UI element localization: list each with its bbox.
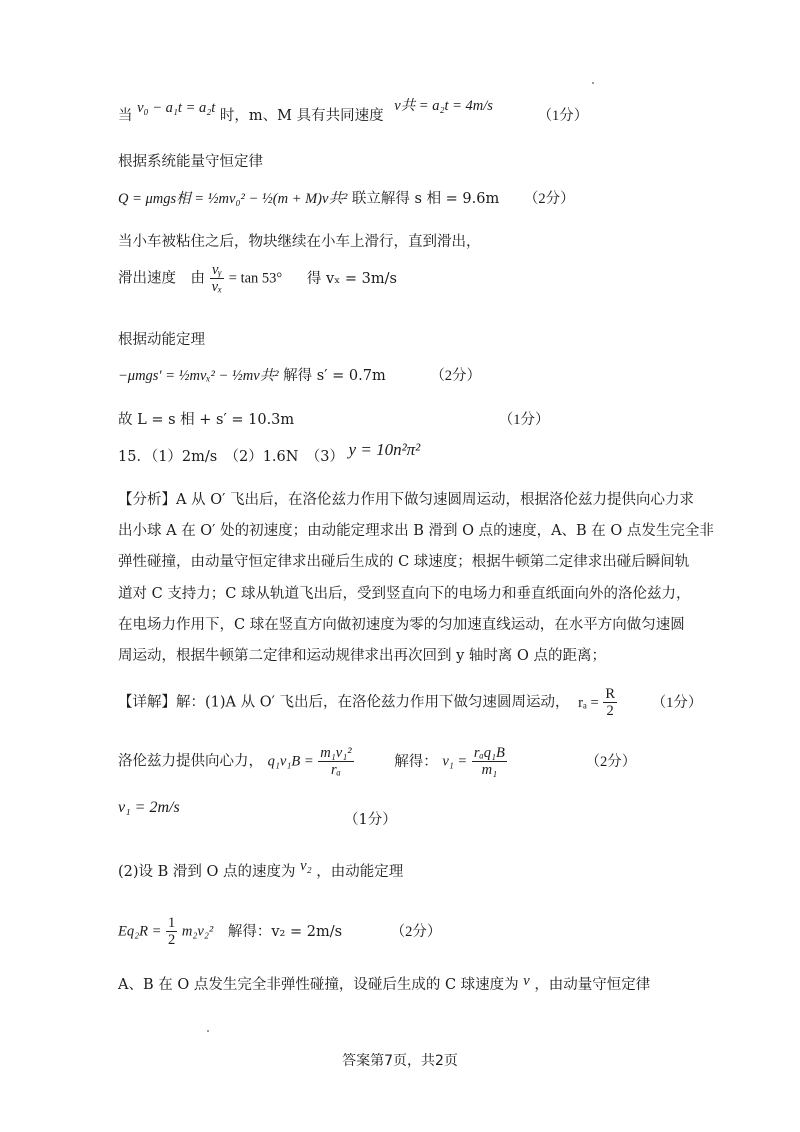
score: （2分） [523,191,575,207]
analysis-line: 【分析】A 从 O′ 飞出后，在洛伦兹力作用下做匀速圆周运动，根据洛伦兹力提供向心力求 [118,492,694,508]
equation: v共 = a₂t = 4m/s [394,98,493,114]
score: （1分） [498,412,550,428]
line-collision: A、B 在 O 点发生完全非弹性碰撞，设碰后生成的 C 球速度为 v ，由动量守恒定律 [118,973,651,993]
fraction: $\frac{1}{2}$ [168,915,176,948]
score: （1分） [537,108,589,124]
line-lorentz-centripetal: 洛伦兹力提供向心力， q₁v₁B = $\frac{\text{m₁v₁²}}{\text{rₐ}}$ 解得： v₁ = $\frac{\text{rₐq₁B}}{\text{m₁}}$ （2分） [118,745,637,778]
equation: v₁ = 2m/s [118,799,180,816]
fraction: $\frac{\text{m₁v₁²}}{\text{rₐ}}$ [320,745,352,778]
line-kinetic-theorem: 根据动能定理 [118,332,205,348]
line-exit-velocity: 滑出速度 由 $\frac{\text{vᵧ}}{\text{vₓ}}$ = tan 53° 得 vₓ = 3m/s [118,262,397,295]
line-total-length: 故 L = s 相 + s′ = 10.3m （1分） [118,412,550,428]
line-energy-conservation: 根据系统能量守恒定律 [118,154,263,170]
line-kinetic-equation: −μmgs′ = ½mvₓ² − ½mv共² 解得 s′ = 0.7m （2分） [118,368,482,384]
score: （2分） [430,368,482,384]
equation: −μmgs′ = ½mvₓ² − ½mv共² [118,368,279,384]
equation: Q = μmgs相 = ½mv₀² − ½(m + M)v共² [118,191,348,207]
score: （2分） [390,923,442,940]
equation: y = 10n²π² [348,440,421,459]
line-part2: (2)设 B 滑到 O 点的速度为 v₂ ，由动能定理 [118,858,404,880]
fraction: $\frac{\text{rₐq₁B}}{\text{m₁}}$ [473,745,505,778]
fraction: $\frac{R}{2}$ [605,686,616,719]
line-car-stuck: 当小车被粘住之后，物块继续在小车上滑行，直到滑出， [118,234,481,250]
line-energy-equation: Eq₂R = $\frac{1}{2}$ m₂v₂² 解得：v₂ = 2m/s （2分） [118,915,442,948]
analysis-line: 道对 C 支持力；C 球从轨道飞出后，受到竖直向下的电场力和垂直纸面向外的洛伦兹力， [118,586,691,602]
line-common-velocity: 当 v₀ − a₁t = a₂t 时，m、M 具有共同速度 v共 = a₂t = 4m/s （1分） [118,98,589,124]
scan-dot [592,82,594,84]
line-heat-equation: Q = μmgs相 = ½mv₀² − ½(m + M)v共² 联立解得 s 相 = 9.6m （2分） [118,191,575,207]
line-detail-part1: 【详解】解：(1)A 从 O′ 飞出后，在洛伦兹力作用下做匀速圆周运动， rₐ = $\frac{R}{2}$ （1分） [118,686,703,719]
fraction: $\frac{\text{vᵧ}}{\text{vₓ}}$ [211,262,223,295]
score: （2分） [585,753,637,770]
line-question-15: 15．（1）2m/s （2）1.6N （3） y = 10n²π² [118,440,421,465]
analysis-line: 弹性碰撞，由动量守恒定律求出碰后生成的 C 球速度；根据牛顿第二定律求出碰后瞬间轨 [118,554,690,570]
analysis-line: 周运动，根据牛顿第二定律和运动规律求出再次回到 y 轴时离 O 点的距离； [118,648,607,664]
analysis-line: 出小球 A 在 O′ 处的初速度；由动能定理求出 B 滑到 O 点的速度，A、B 在 O 点发生完全非 [118,523,714,539]
equation: v₀ − a₁t = a₂t [137,100,216,116]
score: （1分） [651,694,703,711]
analysis-line: 在电场力作用下，C 球在竖直方向做初速度为零的匀加速直线运动，在水平方向做匀速圆 [118,617,685,633]
score: （1分） [344,812,397,828]
line-v1-result [118,798,180,818]
scan-dot [207,1030,209,1032]
page-footer: 答案第7页，共2页 [342,1053,458,1069]
